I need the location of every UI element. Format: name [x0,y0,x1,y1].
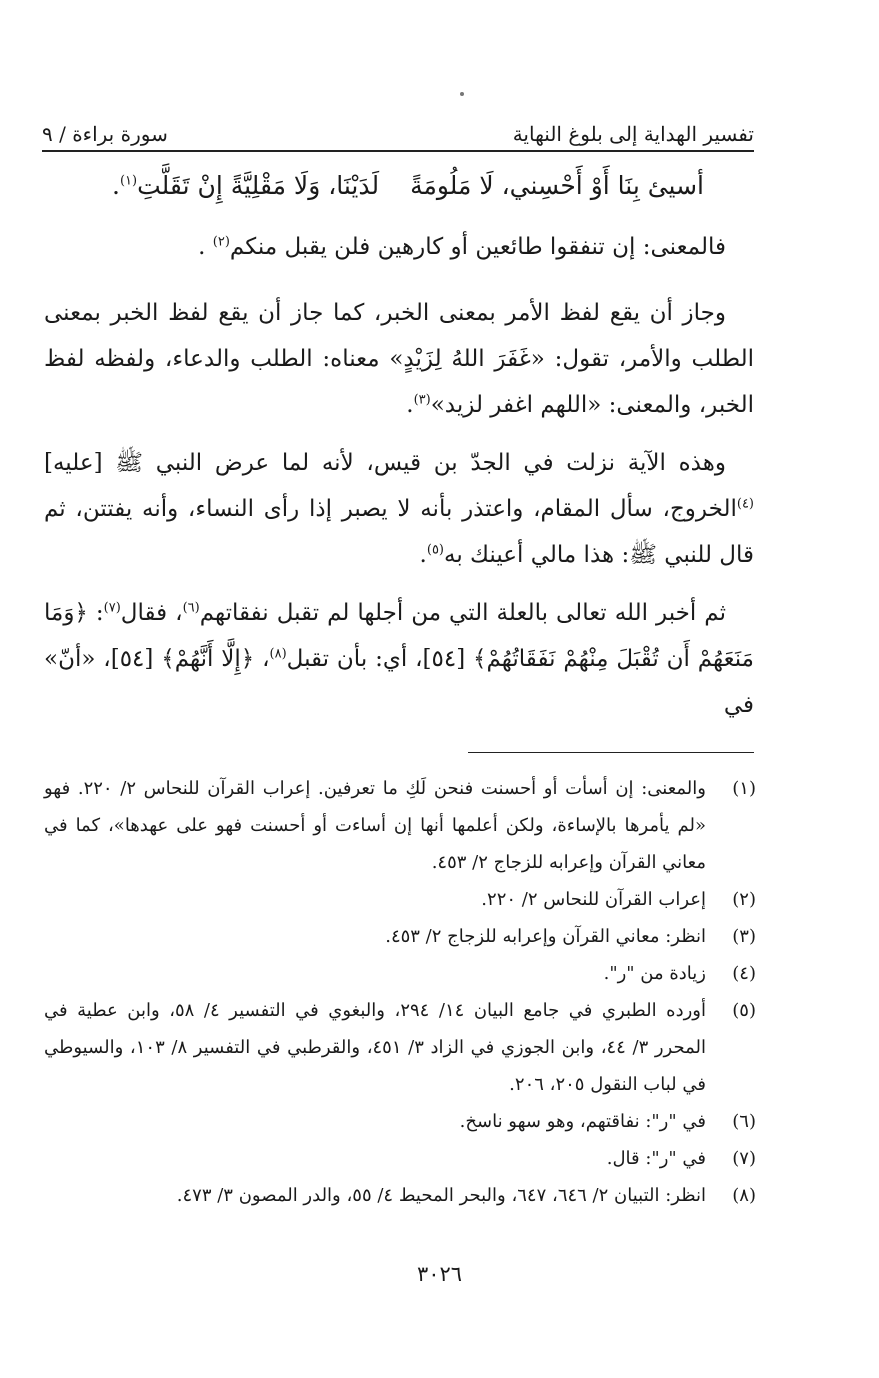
footnote-ref: (٤) [736,496,754,512]
footnote-number: (٣) [732,926,756,947]
footnote-text: أورده الطبري في جامع البيان ١٤/ ٢٩٤، والبغوي في التفسير ٤/ ٥٨، وابن عطية في المحرر ٣/ ٤٤، وابن الجوزي في الزاد ٣/ ٤٥١، والقرطبي في التفسير ٨/ ١٠٣، والسيوطي في لباب النقول ٢٠٥، ٢٠٦. [44,1000,707,1095]
print-speck [460,92,464,96]
poem-verse [42,162,754,208]
paragraph-text: الخروج، سأل المقام، واعتذر بأنه لا يصبر إذا رأى النساء، وأنه يفتتن، ثم قال للنبي ﷺ: هذا مالي أعينك به [44,496,754,568]
footnote-number: (١) [732,778,756,799]
paragraph-text: فالمعنى: إن تنفقوا طائعين أو كارهين فلن يقبل منكم [229,234,726,260]
footnote-number: (٢) [732,889,756,910]
footnote-item [44,1140,756,1177]
footnote-text: زيادة من "ر". [603,963,706,984]
paragraph-2 [44,290,754,428]
footnote-item [44,992,756,1103]
paragraph-4 [44,590,754,728]
paragraph-1 [44,224,754,270]
footnote-ref: (٧) [103,600,121,616]
footnote-ref: (٨) [269,646,287,662]
paragraph-text: وجاز أن يقع لفظ الأمر بمعنى الخبر، كما جاز أن يقع لفظ الخبر بمعنى الطلب والأمر، تقول: «غَفَرَ اللهُ لِزَيْدٍ» معناه: الطلب والدعاء، ولفظه لفظ الخبر، والمعنى: «اللهم اغفر لزيد» [44,300,754,418]
footnote-item [44,1177,756,1214]
surah-label: سورة براءة / ٩ [42,122,168,146]
footnote-text: في "ر": نفاقتهم، وهو سهو ناسخ. [459,1111,706,1132]
paragraph-tail: . [198,234,213,260]
footnote-ref: (٥) [426,542,444,558]
footnote-item [44,881,756,918]
footnote-text: انظر: التبيان ٢/ ٦٤٦، ٦٤٧، والبحر المحيط ٤/ ٥٥، والدر المصون ٣/ ٤٧٣. [176,1185,706,1206]
footnote-text: إعراب القرآن للنحاس ٢/ ٢٢٠. [481,889,706,910]
footnote-number: (٤) [732,963,756,984]
footnote-item [44,770,756,881]
footnote-text: والمعنى: إن أسأت أو أحسنت فنحن لَكِ ما تعرفين. إعراب القرآن للنحاس ٢/ ٢٢٠. فهو «لم يأمرها بالإساءة، ولكن أعلمها أنها إن أساءت أو أحسنت فهو على عهدها»، كما في معاني القرآن وإعرابه للزجاج ٢/ ٤٥٣. [44,778,706,873]
footnotes [44,770,756,1214]
paragraph-text: ، فقال [120,600,183,626]
footnote-ref: (٢) [212,234,230,250]
poem-hemistich-left-wrap: لَدَيْنَا، وَلَا مَقْلِيَّةً إِنْ تَقَلَّتِ$^{(١)}$. [112,170,380,200]
footnote-text: انظر: معاني القرآن وإعرابه للزجاج ٢/ ٤٥٣. [385,926,706,947]
page-number: ٣٠٢٦ [416,1262,463,1286]
running-header [42,110,754,146]
footnote-number: (٦) [732,1111,756,1132]
paragraph-text: ثم أخبر الله تعالى بالعلة التي من أجلها لم تقبل نفقاتهم [199,600,726,626]
paragraph-tail: . [406,392,414,418]
paragraph-3 [44,440,754,578]
footnote-number: (٨) [732,1185,756,1206]
footnote-item [44,1103,756,1140]
footnote-text: في "ر": قال. [606,1148,706,1169]
footnote-item [44,918,756,955]
footnote-number: (٧) [732,1148,756,1169]
book-title: تفسير الهداية إلى بلوغ النهاية [512,122,754,146]
footnote-ref: (١) [119,173,138,189]
paragraph-text: : ﴿وَمَا مَنَعَهُمْ أَن تُقْبَلَ مِنْهُمْ نَفَقَاتُهُمْ﴾ [٥٤]، أي: بأن تقبل [44,600,754,672]
footnote-ref: (٦) [182,600,200,616]
poem-hemistich-right: أسيئ بِنَا أَوْ أَحْسِني، لَا مَلُومَةً [410,170,704,200]
footnote-item [44,955,756,992]
footnote-ref: (٣) [413,392,431,408]
paragraph-text: ، ﴿إِلَّا أَنَّهُمْ﴾ [٥٤]، «أنّ» في [44,646,754,718]
footnote-separator [468,752,754,753]
paragraph-tail: . [419,542,427,568]
paragraph-text: وهذه الآية نزلت في الجدّ بن قيس، لأنه لما عرض النبي ﷺ [عليه] [44,450,726,476]
footnote-number: (٥) [732,1000,756,1021]
header-rule [42,150,754,152]
poem-hemistich-left: لَدَيْنَا، وَلَا مَقْلِيَّةً إِنْ تَقَلَّتِ [137,170,380,200]
